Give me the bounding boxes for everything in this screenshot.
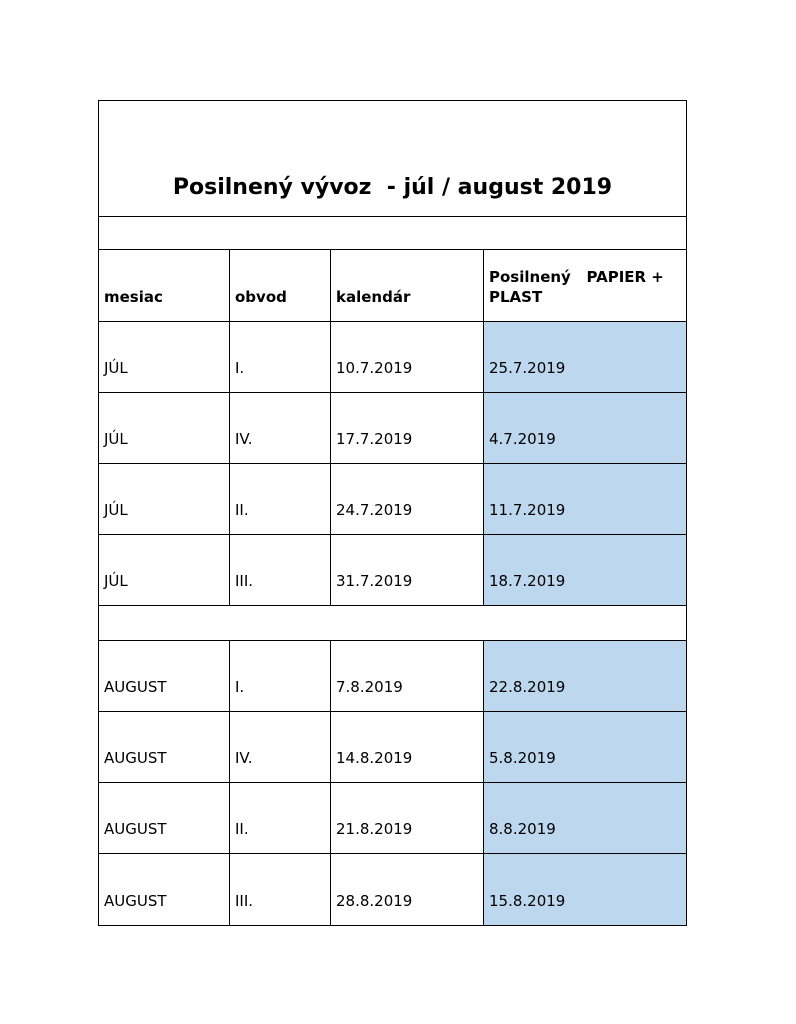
district-cell: IV.	[235, 749, 253, 767]
title-row	[99, 101, 686, 217]
district-cell: I.	[235, 359, 245, 377]
month-cell: AUGUST	[104, 678, 167, 696]
calendar-cell: 24.7.2019	[336, 501, 413, 519]
month-cell: JÚL	[104, 359, 128, 377]
calendar-cell: 28.8.2019	[336, 892, 413, 910]
reinforced-cell: 25.7.2019	[489, 359, 566, 377]
table-row	[99, 641, 686, 712]
header-district: obvod	[235, 288, 287, 306]
reinforced-cell: 5.8.2019	[489, 749, 556, 767]
district-cell: I.	[235, 678, 245, 696]
reinforced-cell: 8.8.2019	[489, 820, 556, 838]
header-calendar: kalendár	[336, 288, 411, 306]
month-cell: JÚL	[104, 430, 128, 448]
header-month: mesiac	[104, 288, 163, 306]
reinforced-cell: 11.7.2019	[489, 501, 566, 519]
reinforced-cell: 22.8.2019	[489, 678, 566, 696]
header-cell-reinforced	[484, 250, 686, 321]
table-row	[99, 322, 686, 393]
district-cell: II.	[235, 820, 249, 838]
month-cell: JÚL	[104, 501, 128, 519]
table-row	[99, 464, 686, 535]
reinforced-cell: 15.8.2019	[489, 892, 566, 910]
calendar-cell: 31.7.2019	[336, 572, 413, 590]
calendar-cell: 7.8.2019	[336, 678, 403, 696]
district-cell: IV.	[235, 430, 253, 448]
header-reinforced: Posilnený PAPIER + PLAST	[489, 268, 664, 306]
header-cell-month	[99, 250, 230, 321]
table-row	[99, 712, 686, 783]
district-cell: III.	[235, 892, 254, 910]
spacer-row	[99, 607, 686, 641]
calendar-cell: 17.7.2019	[336, 430, 413, 448]
header-cell-district	[230, 250, 331, 321]
month-cell: AUGUST	[104, 820, 167, 838]
calendar-cell: 10.7.2019	[336, 359, 413, 377]
header-cell-calendar	[331, 250, 484, 321]
district-cell: III.	[235, 572, 254, 590]
schedule-table	[98, 100, 687, 926]
header-row	[99, 250, 686, 322]
month-cell: AUGUST	[104, 892, 167, 910]
table-row	[99, 535, 686, 606]
reinforced-cell: 18.7.2019	[489, 572, 566, 590]
district-cell: II.	[235, 501, 249, 519]
document-title: Posilnený vývoz - júl / august 2019	[172, 175, 613, 200]
calendar-cell: 21.8.2019	[336, 820, 413, 838]
reinforced-cell: 4.7.2019	[489, 430, 556, 448]
month-cell: AUGUST	[104, 749, 167, 767]
spacer-row	[99, 217, 686, 250]
month-cell: JÚL	[104, 572, 128, 590]
table-row	[99, 393, 686, 464]
calendar-cell: 14.8.2019	[336, 749, 413, 767]
table-row	[99, 854, 686, 925]
table-row	[99, 783, 686, 854]
